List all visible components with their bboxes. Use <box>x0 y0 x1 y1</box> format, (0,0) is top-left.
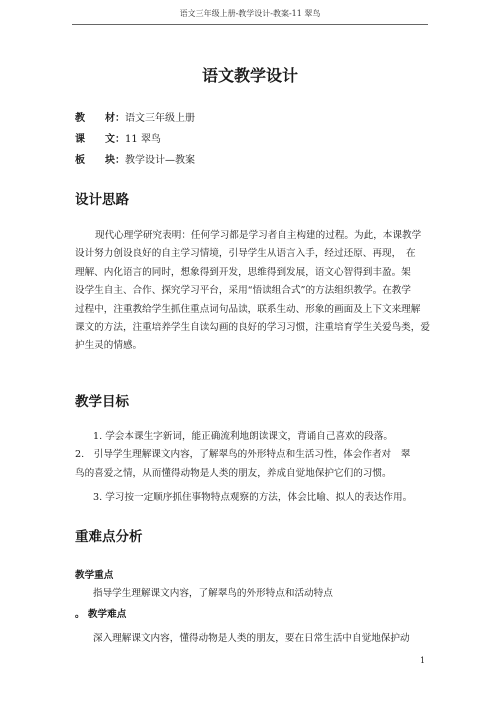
meta-key: 教 材： <box>75 113 125 124</box>
difficulty-text: 深入理解课文内容，懂得动物是人类的朋友，要在日常生活中自觉地保护动 <box>93 633 410 644</box>
meta-lesson <box>75 130 161 145</box>
goal-item-2: 2. 引导学生理解课文内容，了解翠鸟的外形特点和生活习性，体会作者对 翠 <box>75 449 411 460</box>
meta-textbook <box>75 109 195 124</box>
paragraph-line: 设学生自主、合作、探究学习平台，采用“悟读组合式”的方法组织教学。在教学 <box>75 285 411 297</box>
goal-item-3: 3. 学习按一定顺序抓住事物特点观察的方法，体会比喻、拟人的表达作用。 <box>93 492 413 503</box>
page-number: 1 <box>420 656 426 665</box>
running-header: 语文三年级上册-教学设计-教案-11 翠鸟 <box>179 9 321 18</box>
meta-value: 11 翠鸟 <box>125 134 161 145</box>
focus-label: 教学重点 <box>75 570 114 581</box>
section-heading-design-ideas: 设计思路 <box>75 192 129 208</box>
meta-block <box>75 151 195 166</box>
meta-key: 板 块： <box>75 155 125 166</box>
difficulty-label: 。 教学难点 <box>75 609 127 620</box>
design-ideas-paragraph <box>75 227 430 356</box>
paragraph-line: 现代心理学研究表明：任何学习都是学习者自主构建的过程。为此，本课教学 <box>95 230 422 241</box>
section-heading-goals: 教学目标 <box>75 394 129 410</box>
document-title: 语文教学设计 <box>201 66 298 85</box>
header-rule <box>72 24 428 25</box>
goal-item-1: 1. 学会本课生字新词，能正确流利地朗读课文，背诵自己喜欢的段落。 <box>93 431 394 442</box>
meta-key: 课 文： <box>75 134 125 145</box>
paragraph-line: 设计努力创设良好的自主学习情境，引导学生从语言入手，经过还原、再现， 在 <box>75 248 416 260</box>
paragraph-line: 护生灵的情感。 <box>75 340 143 352</box>
meta-value: 语文三年级上册 <box>125 113 195 124</box>
paragraph-line: 过程中，注重教给学生抓住重点词句品读，联系生动、形象的画面及上下文来理解 <box>75 303 421 315</box>
paragraph-line: 理解、内化语言的同时，想象得到开发，思维得到发展，语文心智得到丰盈。架 <box>75 266 411 278</box>
paragraph-line: 课文的方法，注重培养学生自读勾画的良好的学习习惯，注重培育学生关爱鸟类，爱 <box>75 322 430 334</box>
focus-text: 指导学生理解课文内容，了解翠鸟的外形特点和活动特点 <box>93 588 333 599</box>
meta-value: 教学设计—教案 <box>125 155 195 166</box>
goal-item-2-cont: 鸟的喜爱之情，从而懂得动物是人类的朋友，养成自觉地保护它们的习惯。 <box>75 468 392 479</box>
section-heading-key-points: 重难点分析 <box>75 529 143 545</box>
